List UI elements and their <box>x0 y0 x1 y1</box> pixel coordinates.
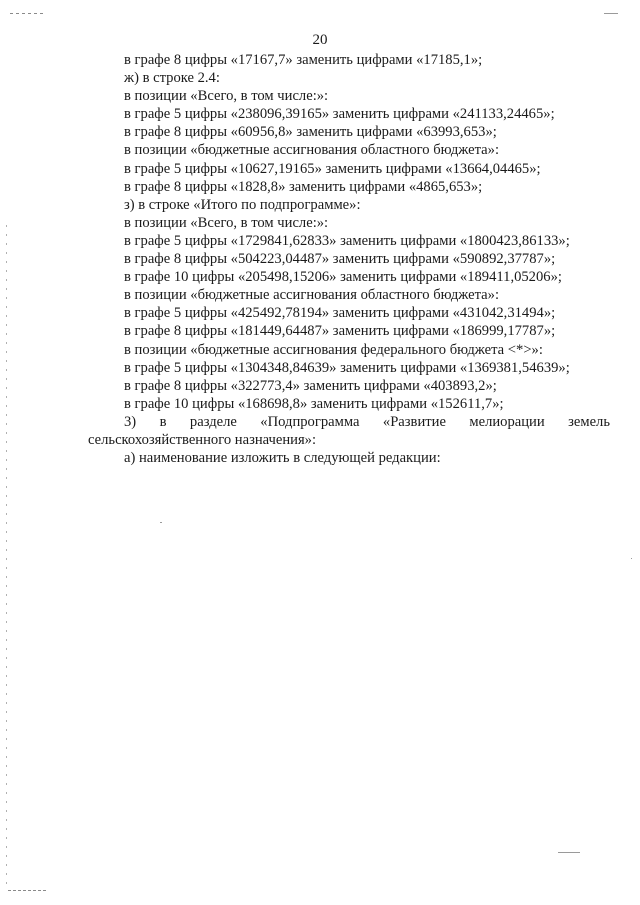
text-line: а) наименование изложить в следующей редакции: <box>124 450 441 467</box>
text-line: в графе 8 цифры «60956,8» заменить цифрами «63993,653»; <box>124 124 497 141</box>
text-line: в позиции «Всего, в том числе:»: <box>124 214 329 231</box>
text-line: в графе 8 цифры «181449,64487» заменить цифрами «186999,17787»; <box>124 323 556 340</box>
scan-artifact <box>8 890 48 891</box>
text-line: в графе 5 цифры «425492,78194» заменить цифрами «431042,31494»; <box>124 305 556 322</box>
text-line: в графе 10 цифры «168698,8» заменить цифрами «152611,7»; <box>124 395 504 412</box>
text-line: з) в строке «Итого по подпрограмме»: <box>124 196 361 213</box>
text-line: в графе 8 цифры «322773,4» заменить цифрами «403893,2»; <box>124 377 497 394</box>
text-line: сельскохозяйственного назначения»: <box>88 431 317 448</box>
text-line: в позиции «бюджетные ассигнования областного бюджета»: <box>124 142 499 159</box>
scan-artifact <box>10 13 44 14</box>
scan-artifact <box>558 852 580 853</box>
text-line: в графе 5 цифры «238096,39165» заменить цифрами «241133,24465»; <box>124 106 555 123</box>
text-line: в графе 10 цифры «205498,15206» заменить цифрами «189411,05206»; <box>124 269 562 286</box>
text-line: в позиции «бюджетные ассигнования областного бюджета»: <box>124 287 499 304</box>
scan-artifact <box>631 558 632 559</box>
text-line: 3) в разделе «Подпрограмма «Развитие мелиорации земель <box>124 413 610 430</box>
text-line: в позиции «Всего, в том числе:»: <box>124 88 329 105</box>
text-line: в графе 5 цифры «1304348,84639» заменить цифрами «1369381,54639»; <box>124 359 570 376</box>
page-number: 20 <box>312 32 328 48</box>
document-body <box>88 51 610 467</box>
text-line: в графе 8 цифры «17167,7» заменить цифрами «17185,1»; <box>124 52 483 68</box>
text-line: в графе 5 цифры «10627,19165» заменить цифрами «13664,04465»; <box>124 160 541 177</box>
scan-artifact <box>604 13 618 14</box>
text-line: ж) в строке 2.4: <box>124 70 220 87</box>
text-line: в графе 8 цифры «504223,04487» заменить цифрами «590892,37787»; <box>124 251 556 268</box>
text-line: в позиции «бюджетные ассигнования федерального бюджета <*>»: <box>124 341 543 358</box>
scan-artifact <box>160 522 162 523</box>
text-line: в графе 8 цифры «1828,8» заменить цифрами «4865,653»; <box>124 178 483 195</box>
text-line: в графе 5 цифры «1729841,62833» заменить цифрами «1800423,86133»; <box>124 232 570 249</box>
scan-artifact <box>6 225 7 885</box>
